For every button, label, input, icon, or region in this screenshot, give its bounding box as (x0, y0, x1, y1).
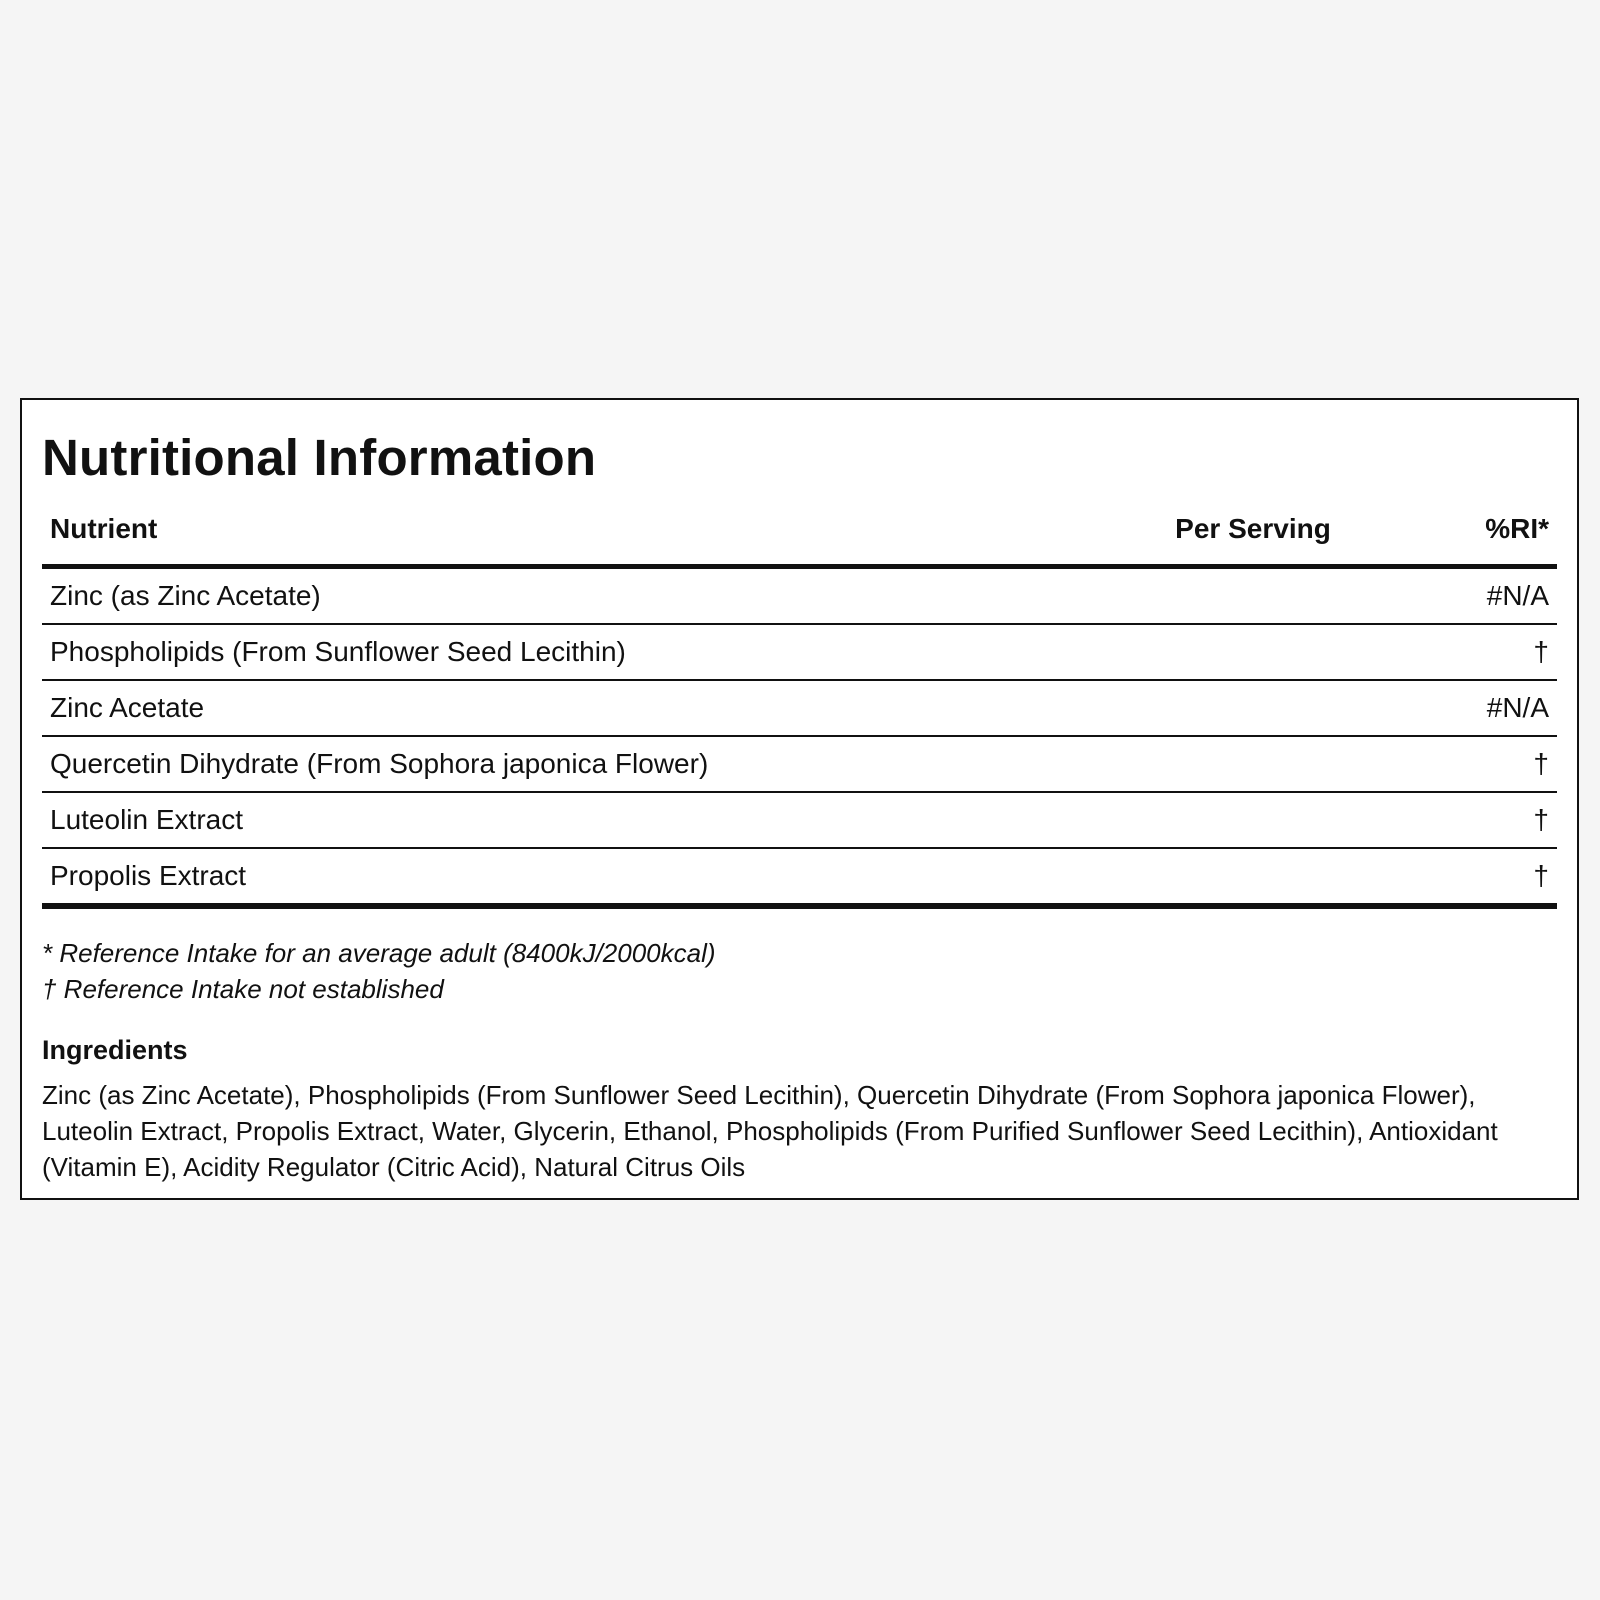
header-per-serving: Per Serving (1095, 504, 1411, 567)
footnote-reference-intake: * Reference Intake for an average adult (8400kJ/2000kcal) (42, 938, 716, 968)
ri-value: † (1411, 848, 1557, 906)
nutrient-name: Quercetin Dihydrate (From Sophora japonica Flower) (42, 736, 1095, 792)
footnotes (42, 935, 1557, 1007)
per-serving-value (1095, 680, 1411, 736)
nutrient-name: Zinc (as Zinc Acetate) (42, 567, 1095, 625)
ingredients-text: Zinc (as Zinc Acetate), Phospholipids (From Sunflower Seed Lecithin), Quercetin Dihydrate (From Sophora japonica Flower), Luteolin Extract, Propolis Extract, Water, Glycerin, Ethanol, Phospholipids (From Purified Sunflower Seed Lecithin), Antioxidant (Vitamin E), Acidity Regulator (Citric Acid), Natural Citrus Oils (42, 1080, 1498, 1182)
nutrition-table (42, 504, 1557, 909)
ri-value: #N/A (1411, 567, 1557, 625)
per-serving-value (1095, 624, 1411, 680)
table-row (42, 624, 1557, 680)
table-header-row (42, 504, 1557, 567)
ri-value: #N/A (1411, 680, 1557, 736)
per-serving-value (1095, 736, 1411, 792)
ri-value: † (1411, 736, 1557, 792)
table-row (42, 792, 1557, 848)
table-row (42, 567, 1557, 625)
table-row (42, 736, 1557, 792)
per-serving-value (1095, 792, 1411, 848)
nutrient-name: Propolis Extract (42, 848, 1095, 906)
nutrient-name: Phospholipids (From Sunflower Seed Lecithin) (42, 624, 1095, 680)
ri-value: † (1411, 624, 1557, 680)
header-ri: %RI* (1411, 504, 1557, 567)
nutrient-name: Zinc Acetate (42, 680, 1095, 736)
ingredients-heading: Ingredients (42, 1035, 188, 1065)
panel-title: Nutritional Information (42, 429, 597, 486)
per-serving-value (1095, 848, 1411, 906)
table-row (42, 848, 1557, 906)
nutrient-name: Luteolin Extract (42, 792, 1095, 848)
nutrition-panel (20, 398, 1579, 1200)
footnote-not-established: † Reference Intake not established (42, 974, 444, 1004)
ri-value: † (1411, 792, 1557, 848)
table-row (42, 680, 1557, 736)
header-nutrient: Nutrient (42, 504, 1095, 567)
per-serving-value (1095, 567, 1411, 625)
